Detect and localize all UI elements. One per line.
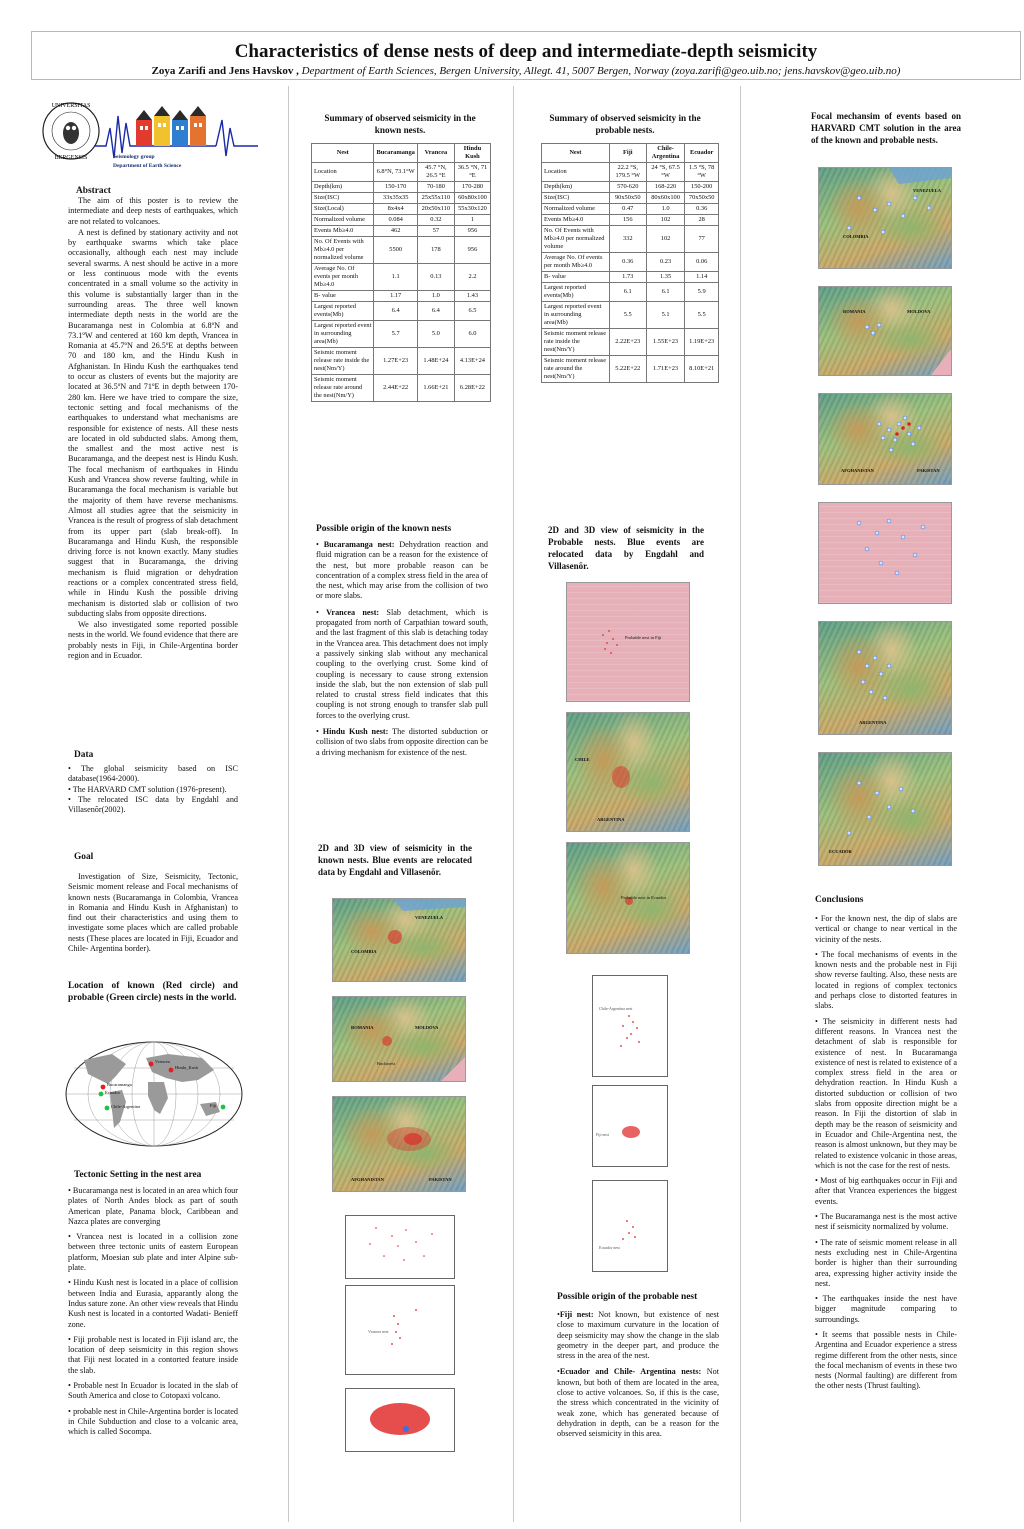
table-cell: 1.66E+21 — [417, 375, 454, 402]
table-cell: 1.55E+23 — [646, 329, 685, 356]
list-item: • Vrancea nest is located in a collision zone between three tectonic units of eastern European platform, Moesian sub plate and inter Alpine sub-plate. — [68, 1232, 238, 1273]
logo-dept: Department of Earth Science — [113, 163, 182, 169]
map-label: Fiji — [210, 1103, 217, 1108]
conclusions-section — [815, 895, 957, 1397]
row-label-cell: Largest reported event in surrounding area(Mb) — [312, 321, 374, 348]
table-row — [542, 204, 719, 215]
map-label: VENEZUELA — [913, 188, 942, 193]
table-cell: 6.1 — [609, 283, 646, 302]
table-cell: 6.5 — [454, 302, 490, 321]
table-cell: 70-180 — [417, 182, 454, 193]
list-item: • Probable nest In Ecuador is located in the slab of South America and close to Cotopaxi volcano. — [68, 1381, 238, 1402]
table-cell: 5.0 — [417, 321, 454, 348]
table-cell: 60x80x100 — [454, 193, 490, 204]
table-cell: 6.4 — [417, 302, 454, 321]
map-label: PAKISTAN — [429, 1177, 452, 1182]
row-label-cell: Average No. Of events per month Mb≥4.0 — [542, 253, 610, 272]
nest-name: Hindu Kush nest: — [322, 727, 389, 737]
table-cell: 24 °S, 67.5 °W — [646, 163, 685, 182]
nest-name: Fiji nest: — [559, 1310, 594, 1319]
map-label: Fiji nest — [596, 1132, 610, 1137]
row-label-cell: Largest reported events(Mb) — [312, 302, 374, 321]
table-cell: 570-620 — [609, 182, 646, 193]
nest-name: Vrancea nest: — [326, 607, 380, 617]
list-item — [316, 727, 488, 758]
origin-probable-item: •Ecuador and Chile- Argentina nests: Not known, but both of them are located in the area, close to active volcanoes. So, if this is the case, the stress which concentrated in the vicinity of weak zone, which has generated because of dehydration in depth, can be a reason for the observed seismicity in this area. — [557, 1367, 719, 1439]
row-label-cell: Normalized volume — [542, 204, 610, 215]
focal-map-ecuador — [818, 752, 952, 866]
table-header-cell: Ecuador — [685, 144, 719, 163]
map-label: Probable nest in Fiji — [625, 635, 662, 640]
map-label: Hindu_Kush — [175, 1065, 199, 1070]
data-list — [68, 764, 238, 815]
table-row — [312, 163, 491, 182]
list-item: • Bucaramanga nest is located in an area which four plates of North Andes block as part of south American plate, Panama block, Caribbean and Nazca plates are converging — [68, 1186, 238, 1227]
list-item — [316, 608, 488, 721]
map-label: Ecuador — [105, 1090, 120, 1095]
row-label-cell: Largest reported events(Mb) — [542, 283, 610, 302]
list-item: • It seems that possible nests in Chile-Argentina and Ecuador experience a stress regime different from the other nests, since the focal mechanism of events in these two nests (Normal faulting) are different from the other nests (Thrust faulting). — [815, 1330, 957, 1392]
table-row — [312, 237, 491, 264]
list-item: • The HARVARD CMT solution (1976-present). — [68, 785, 238, 795]
table-cell: 1 — [454, 215, 490, 226]
world-map — [64, 1040, 244, 1148]
column-divider — [513, 86, 514, 1522]
table-cell: 1.14 — [685, 272, 719, 283]
poster-header — [31, 31, 1021, 80]
vrancea-map — [332, 996, 466, 1082]
table-row — [542, 182, 719, 193]
table-cell: 5.5 — [609, 302, 646, 329]
chile-argentina-map — [566, 712, 690, 832]
table-row — [312, 302, 491, 321]
table-row — [312, 204, 491, 215]
origin-probable-body — [557, 1310, 719, 1440]
origin-known-heading: Possible origin of the known nests — [316, 524, 452, 534]
table-cell: 5.7 — [374, 321, 417, 348]
row-label-cell: Location — [312, 163, 374, 182]
svg-text:UNIVERSITAS: UNIVERSITAS — [51, 103, 91, 109]
map-label: AFGHANISTAN — [351, 1177, 384, 1182]
table-cell: 1.0 — [417, 291, 454, 302]
table-row — [312, 182, 491, 193]
focal-map-bucaramanga — [818, 167, 952, 269]
table-row — [312, 226, 491, 237]
table-cell: 57 — [417, 226, 454, 237]
map-label: ARGENTINA — [597, 817, 625, 822]
table-cell: 0.47 — [609, 204, 646, 215]
column-divider — [740, 86, 741, 1522]
map-label: PAKISTAN — [917, 468, 940, 473]
table-header-cell: Nest — [312, 144, 374, 163]
table-cell: 1.5 °S, 78 °W — [685, 163, 719, 182]
table-header-cell: Nest — [542, 144, 610, 163]
table-cell: 0.36 — [685, 204, 719, 215]
row-label-cell: Events Mb≥4.0 — [312, 226, 374, 237]
table-cell: 150-200 — [685, 182, 719, 193]
list-item: • The relocated ISC data by Engdahl and Villasenõr(2002). — [68, 795, 238, 816]
known-nests-table — [311, 143, 491, 402]
hindu-kush-map — [332, 1096, 466, 1192]
row-label-cell: Size(Local) — [312, 204, 374, 215]
table-cell: 0.32 — [417, 215, 454, 226]
map-label: AFGHANISTAN — [841, 468, 874, 473]
origin-probable-item: •Fiji nest: Not known, but existence of nest close to maximum curvature in the location of deep seismicity may show the change in the slab geometry in the deeper part, and produce the stress in the area of the nest. — [557, 1310, 720, 1361]
table-row — [542, 226, 719, 253]
table-cell: 0.06 — [685, 253, 719, 272]
table-cell: 5500 — [374, 237, 417, 264]
list-item: • The earthquakes inside the nest have bigger magnitude comparing to surroundings. — [815, 1294, 957, 1325]
row-label-cell: Depth(km) — [312, 182, 374, 193]
map-label: Vrancea — [155, 1059, 170, 1064]
table-cell: 332 — [609, 226, 646, 253]
row-label-cell: No. Of Events with Mb≥4.0 per normalized volume — [542, 226, 610, 253]
row-label-cell: Seismic moment release rate around the nest(Nm/Y) — [542, 356, 610, 383]
probable-nests-table — [541, 143, 719, 383]
abstract-body — [68, 196, 238, 661]
table-cell: 33x35x35 — [374, 193, 417, 204]
known-views-caption: 2D and 3D view of seismicity in the known nests. Blue events are relocated data by Engdahl and Villasenõr. — [318, 843, 472, 877]
table-cell: 1.71E+23 — [646, 356, 685, 383]
vrancea-marker — [149, 1062, 154, 1067]
row-label-cell: Size(ISC) — [312, 193, 374, 204]
origin-known-list — [316, 540, 488, 758]
list-item: • The seismicity in different nests had different reasons. In Vrancea nest the detachment of slab is responsible for existence of nest. In Bucaramanga existence of nest is related to existence of a complex stress field in the area or dehydration reaction. In Hindu Kush a distorted subduction or collision of two slabs from opposite direction might be a reason. In Fiji the distortion of slab in depth may be the reason of seismicity and in Ecuador and Chile-Argentina nest, the reason is almost unknown, but they may be related to existence volcanic in those areas, which is not the case for the rest of nests. — [815, 1017, 957, 1171]
list-item: • Hindu Kush nest is located in a place of collision between India and Eurasia, apparantly along the Indus sature zone. An other view reveals that Hindu Kush nest is located in a contorted Wadati- Benieff zone. — [68, 1278, 238, 1329]
goal-section — [68, 852, 238, 955]
table-row — [542, 215, 719, 226]
poster-title: Characteristics of dense nests of deep and intermediate-depth seismicity — [234, 41, 818, 62]
table-cell: 156 — [609, 215, 646, 226]
table-row — [542, 253, 719, 272]
table-cell: 1.73 — [609, 272, 646, 283]
table-cell: 70x50x50 — [685, 193, 719, 204]
table-cell: 0.084 — [374, 215, 417, 226]
column-divider — [288, 86, 289, 1522]
table-cell: 77 — [685, 226, 719, 253]
table-cell: 1.17 — [374, 291, 417, 302]
nest-origin-text: Slab detachment, which is propagated from north of Carpathian toward south, and the last fragment of this slab is detaching today in the Vrancea area. This detachment does not imply a passively sinking slab without any mechanical coupling to the overlying crust. Some kind of coupling is necessary to cause strong extension inside the slab, but the non extension of slab pull related to crustal stress field indicates that this coupling is not strong enough to transfer slab pull forces to the overlying crust. — [316, 607, 488, 720]
map-label: MOLDOVA — [415, 1025, 439, 1030]
table-cell: 22.2 °S, 179.5 °W — [609, 163, 646, 182]
table-header-row — [542, 144, 719, 163]
goal-body — [68, 872, 238, 954]
row-label-cell: Seismic moment release rate around the nest(Nm/Y) — [312, 375, 374, 402]
hindu-kush-marker — [169, 1068, 174, 1073]
map-label: COLOMBIA — [351, 949, 377, 954]
row-label-cell: B- value — [312, 291, 374, 302]
table-header-row — [312, 144, 491, 163]
map-label: ARGENTINA — [859, 720, 887, 725]
table-cell: 5.9 — [685, 283, 719, 302]
table-cell: 0.36 — [609, 253, 646, 272]
table-cell: 5.5 — [685, 302, 719, 329]
nest-origin-text: Dehydration reaction and fluid migration can be a reason for the existence of the nest, but more probable reason can be concentration of a complex stress field in the area of the nest, which may arise from the collision of two or more slabs. — [316, 540, 488, 601]
map-label: VENEZUELA — [415, 915, 444, 920]
abstract-section — [68, 186, 238, 662]
conclusions-list — [815, 914, 957, 1392]
table-row — [312, 193, 491, 204]
map-label: Bucaramanga — [107, 1082, 132, 1087]
row-label-cell: Depth(km) — [542, 182, 610, 193]
chile-argentina-marker — [105, 1106, 110, 1111]
nest-origin-text: Not known, but existence of nest close to maximum curvature in the location of deep seismicity may show the change in the slab geometry in the deeper part, and produce the stress in the area of the nest. — [557, 1310, 720, 1361]
table-row — [312, 264, 491, 291]
chile-argentina-3d-view — [592, 975, 668, 1077]
table-cell: 55x30x120 — [454, 204, 490, 215]
map-label: CHILE — [575, 757, 590, 762]
table-cell: 0.23 — [646, 253, 685, 272]
svg-text:BERGENSIS: BERGENSIS — [54, 155, 88, 161]
focal-map-hindu-kush — [818, 393, 952, 485]
table-cell: 4.13E+24 — [454, 348, 490, 375]
table-cell: 6.8°N, 73.1°W — [374, 163, 417, 182]
table-cell: 8x4x4 — [374, 204, 417, 215]
table-cell: 6.1 — [646, 283, 685, 302]
table-row — [542, 356, 719, 383]
table-cell: 1.27E+23 — [374, 348, 417, 375]
data-heading: Data — [74, 750, 94, 760]
row-label-cell: Normalized volume — [312, 215, 374, 226]
table-cell: 2.2 — [454, 264, 490, 291]
table-row — [542, 193, 719, 204]
tectonic-section — [68, 1170, 238, 1443]
row-label-cell: Average No. Of events per month Mb≥4.0 — [312, 264, 374, 291]
nest-name: Ecuador and Chile- Argentina nests: — [559, 1367, 702, 1377]
table-cell: 1.1 — [374, 264, 417, 291]
data-section — [68, 750, 238, 815]
focal-caption: Focal mechansim of events based on HARVARD CMT solution in the area of the known and probable nests. — [811, 111, 961, 145]
map-label: Vrancea nest — [368, 1329, 389, 1334]
probable-views-caption: 2D and 3D view of seismicity in the Probable nests. Blue events are relocated data by Engdahl and Villasenõr. — [548, 525, 704, 571]
location-map-caption: Location of known (Red circle) and probable (Green circle) nests in the world. — [68, 981, 238, 1003]
origin-probable-section — [557, 1292, 719, 1441]
ecuador-map — [566, 842, 690, 954]
authors: Zoya Zarifi and Jens Havskov , — [151, 65, 299, 77]
table-cell: 1.0 — [646, 204, 685, 215]
row-label-cell: Location — [542, 163, 610, 182]
list-item: • Most of big earthquakes occur in Fiji and after that Vrancea experiences the biggest events. — [815, 1176, 957, 1207]
focal-map-fiji — [818, 502, 952, 604]
table-row — [312, 291, 491, 302]
table-row — [542, 272, 719, 283]
table-header-cell: Bucaramanga — [374, 144, 417, 163]
row-label-cell: No. Of Events with Mb≥4.0 per normalized volume — [312, 237, 374, 264]
tectonic-list — [68, 1186, 238, 1438]
table-cell: 8.10E+21 — [685, 356, 719, 383]
table-cell: 90x50x50 — [609, 193, 646, 204]
bucaramanga-marker — [101, 1085, 106, 1090]
nest-origin-text: Not known, but both of them are located in the area, close to active volcanoes. So, if this is the case, the stress which concentrated in the vicinity of weak zone, which has generated because of dehydration in depth, can be a reason for the observed seismicity in this area. — [557, 1367, 719, 1439]
table-row — [542, 283, 719, 302]
poster-authors-line — [32, 65, 1020, 77]
table-header-cell: Vrancea — [417, 144, 454, 163]
table-row — [312, 215, 491, 226]
logo-group: Seismology group — [113, 154, 155, 160]
university-logo — [36, 98, 276, 178]
table-cell: 102 — [646, 215, 685, 226]
hindu-kush-3d-view — [345, 1388, 455, 1452]
abstract-paragraph: We also investigated some reported possible nests in the world. We found evidence that there are probably nests in Fiji, in Chile-Argentina border region and in Ecuador. — [68, 620, 238, 661]
vrancea-3d-view — [345, 1285, 455, 1375]
row-label-cell: Seismic moment release rate inside the nest(Nm/Y) — [312, 348, 374, 375]
table-cell: 45.7 °N, 26.5 °E — [417, 163, 454, 182]
table-cell: 20x50x110 — [417, 204, 454, 215]
table-cell: 462 — [374, 226, 417, 237]
focal-map-chile-argentina — [818, 621, 952, 735]
focal-map-vrancea — [818, 286, 952, 376]
bucaramanga-3d-view — [345, 1215, 455, 1279]
table-cell: 6.28E+22 — [454, 375, 490, 402]
table-cell: 956 — [454, 226, 490, 237]
fiji-map — [566, 582, 690, 702]
fiji-3d-view — [592, 1085, 668, 1167]
origin-known-section — [316, 524, 488, 763]
table-cell: 5.1 — [646, 302, 685, 329]
table-cell: 178 — [417, 237, 454, 264]
conclusions-heading: Conclusions — [815, 895, 864, 905]
row-label-cell: B- value — [542, 272, 610, 283]
fiji-marker — [221, 1105, 226, 1110]
abstract-paragraph: The aim of this poster is to review the intermediate and deep nests of earthquakes, which are not related to volcanoes. — [68, 196, 238, 226]
map-label: MOLDOVA — [907, 309, 931, 314]
affiliation: Department of Earth Sciences, Bergen University, Allegt. 41, 5007 Bergen, Norway (zoya.zarifi@geo.uib.no; jens.havskov@geo.uib.no) — [301, 65, 901, 77]
table-row — [312, 321, 491, 348]
list-item: • probable nest in Chile-Argentina border is located in Chile Subduction and close to a volcanic area, which is called Socompa. — [68, 1407, 238, 1438]
list-item: • The rate of seismic moment release in all nests excluding nest in Chile-Argentina border is higher than their surrounding area, expressing higher activity inside the nest. — [815, 1238, 957, 1289]
table-cell: 80x60x100 — [646, 193, 685, 204]
list-item: • For the known nest, the dip of slabs are vertical or change to near vertical in the vicinity of the nests. — [815, 914, 957, 945]
map-label: Bucharest — [377, 1061, 395, 1066]
table-cell: 6.0 — [454, 321, 490, 348]
map-label: COLOMBIA — [843, 234, 869, 239]
table-cell: 1.35 — [646, 272, 685, 283]
list-item — [316, 540, 488, 602]
map-label: Ecuador nest — [599, 1245, 620, 1250]
tectonic-heading: Tectonic Setting in the nest area — [74, 1170, 202, 1180]
table-cell: 1.19E+23 — [685, 329, 719, 356]
table-cell: 150-170 — [374, 182, 417, 193]
table-cell: 2.44E+22 — [374, 375, 417, 402]
list-item: • The Bucaramanga nest is the most active nest if seismicity normalized by volume. — [815, 1212, 957, 1233]
nest-name: Bucaramanga nest: — [323, 540, 395, 549]
list-item: • Fiji probable nest is located in Fiji island arc, the location of deep seismicity in this region shows that Fiji nest located in a contorted feature inside the slab. — [68, 1335, 238, 1376]
table-cell: 102 — [646, 226, 685, 253]
table-row — [542, 163, 719, 182]
table-cell: 956 — [454, 237, 490, 264]
table-cell: 2.22E+23 — [609, 329, 646, 356]
row-label-cell: Size(ISC) — [542, 193, 610, 204]
table-cell: 25x55x110 — [417, 193, 454, 204]
origin-probable-heading: Possible origin of the probable nest — [557, 1292, 698, 1302]
goal-heading: Goal — [74, 852, 94, 862]
bucaramanga-map — [332, 898, 466, 982]
probable-table-title: Summary of observed seismicity in the probable nests. — [549, 113, 701, 135]
map-label: ROMANIA — [843, 309, 866, 314]
abstract-heading: Abstract — [76, 186, 111, 196]
table-row — [542, 329, 719, 356]
goal-text: Investigation of Size, Seismicity, Tectonic, Seismic moment release and Focal mechanisms of known nests (Bucaramanga in Colombia, Vrancea in Romania and Hindu Kush in Afghanistan) to find out their characteristics and using them to investigate some places which are called probable nests (These places are located in Fiji, Ecuador and Chile- Argentina border). — [68, 872, 238, 954]
nest-origin-text: The distorted subduction or collision of two slabs from opposite direction can be a driving mechanism for existence of the nest. — [316, 727, 489, 757]
map-label: Probable nest in Ecuador — [621, 895, 667, 900]
table-row — [312, 348, 491, 375]
table-row — [312, 375, 491, 402]
map-label: Chile-Argentina nest — [599, 1006, 633, 1011]
table-cell: 170-280 — [454, 182, 490, 193]
table-cell: 6.4 — [374, 302, 417, 321]
table-cell: 1.43 — [454, 291, 490, 302]
table-cell: 168-220 — [646, 182, 685, 193]
table-cell: 28 — [685, 215, 719, 226]
map-label: Chile-Argentina — [111, 1104, 141, 1109]
list-item: • The focal mechanisms of events in the known nests and the probable nest in Fiji show reverse faulting. Also, these nests are located in regions of complex tectonics and perhaps close to distorted features in slabs. — [815, 950, 957, 1012]
row-label-cell: Largest reported event in surrounding area(Mb) — [542, 302, 610, 329]
ecuador-marker — [99, 1092, 104, 1097]
table-header-cell: Chile-Argentina — [646, 144, 685, 163]
ecuador-3d-view — [592, 1180, 668, 1272]
row-label-cell: Events Mb≥4.0 — [542, 215, 610, 226]
table-cell: 5.22E+22 — [609, 356, 646, 383]
table-cell: 0.13 — [417, 264, 454, 291]
table-header-cell: Hindu Kush — [454, 144, 490, 163]
map-label: ECUADOR — [829, 849, 852, 854]
known-table-title: Summary of observed seismicity in the known nests. — [324, 113, 476, 135]
row-label-cell: Seismic moment release rate inside the nest(Nm/Y) — [542, 329, 610, 356]
table-cell: 36.5 °N, 71 °E — [454, 163, 490, 182]
table-header-cell: Fiji — [609, 144, 646, 163]
map-label: ROMANIA — [351, 1025, 374, 1030]
table-cell: 1.48E+24 — [417, 348, 454, 375]
table-row — [542, 302, 719, 329]
list-item: • The global seismicity based on ISC database(1964-2000). — [68, 764, 238, 785]
abstract-paragraph: A nest is defined by stationary activity and not by earthquake swarms which take place occasionally, although each nest may include several swarms. A nest should be active in a more or less continuous mode with the events concentrated in a small volume so the activity in this volume is substantially larger than in the surrounding areas. The three well known intermediate depth nests in the world are the Bucaramanga nest in Colombia at 6.8ºN and 73.1ºW and centered at 160 km depth, Vrancea in Romania at 45.7ºN and 26.5ºE at depths between 70 and 180 km, and the Hindu Kush in Afghanistan. In Hindu Kush the earthquakes tend to occur as clusters of events but the majority are located at 36.5ºN and 71ºE in depth between 170-280 km. Here we have tried to compare the size, tectonic setting and focal mechanisms of the earthquakes to understand what mechanisms are responsible for existence of nests. All these nests are located in old subducted slabs. Among them, the smallest and the most active nest is Bucaramanga, and the deepest nest is Hindu Kush. The focal mechanism of earthquakes in Hindu Kush and Vrancea show reverse faulting, while in Bucaramanga the focal mechanism is variable but the majority of them have reverse mechanisms. Almost all studies agree that the seismicity in Vrancea is the result of progress of slab detachment from its upper part (slab break-off). In Bucaramanga and Hindu Kush, the responsible driving force is not known exactly. Many studies suggest that in Bucaramanga, the driving mechanism is fluid migration or dehydration reactions or a complex concentrated stress field, while in Hindu Kush the possible driving mechanism is distorted slab or collision of two subducting slabs from opposite directions. — [68, 227, 238, 618]
